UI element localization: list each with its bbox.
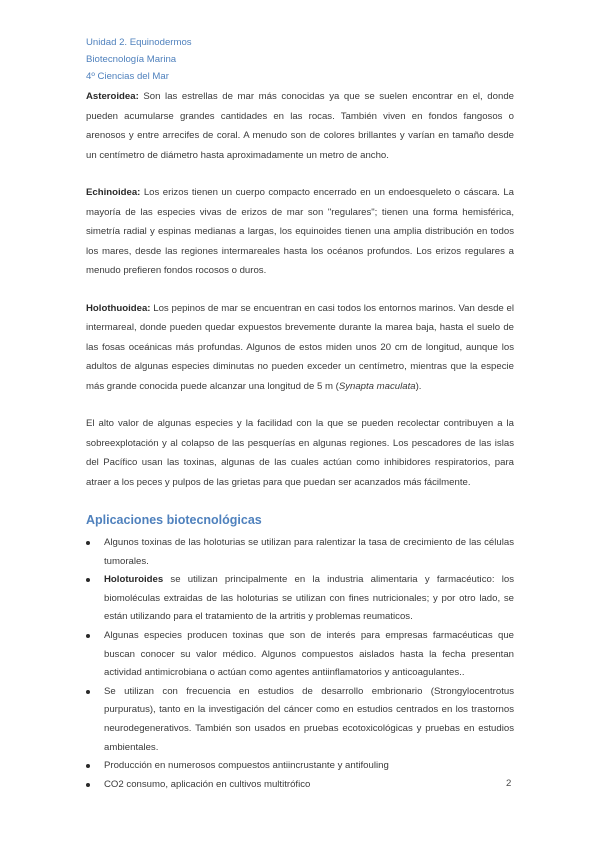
species-name: Synapta maculata xyxy=(338,380,416,392)
paragraph-overexploitation: El alto valor de algunas especies y la facilidad con la que se pueden recolectar contribuyen a la sobreexplotación y al colapso de las pesquerías en algunas regiones. Los pescadores de las islas del Pacífico usan las toxinas, algunas de las cuales actúan como inhibidores respiratorios, para atraer a los peces y pulpos de las grietas para que puedan ser acanzados más fácilmente. xyxy=(86,418,514,488)
list-item-text: Se utilizan con frecuencia en estudios de desarrollo embrionario (Strongylocentrotus purpuratus), tanto en la investigación del cáncer como en estudios centrados en los trastornos neurodegenerativos. También son usados en pruebas ecotoxicológicas y pruebas en estudios ambientales. xyxy=(104,685,514,753)
header-unit: Unidad 2. Equinodermos xyxy=(86,37,192,48)
header-subject: Biotecnología Marina xyxy=(86,54,177,65)
list-item xyxy=(86,683,514,757)
term-asteroidea: Asteroidea: xyxy=(86,91,139,102)
list-item-text: Algunas especies producen toxinas que son de interés para empresas farmacéuticas que buscan conocer su valor médico. Algunos compuestos aislados hasta la fecha presentan actividad antimicrobiana o actúan como agentes antiinflamatorios y anticoagulantes.. xyxy=(104,629,514,679)
text-holothuroidea-before: Los pepinos de mar se encuentran en casi todos los entornos marinos. Van desde el intermareal, donde pueden quedar expuestos brevemente durante la marea baja, hasta el suelo de las fosas oceánicas más profundas. Algunos de estos miden unos 20 cm de longitud, aunque los adultos de algunas especies diminutas no pueden exceder un centímetro, mientras que la especie más grande conocida puede alcanzar una longitud de 5 m ( xyxy=(86,302,514,392)
bullet-icon xyxy=(86,578,90,582)
paragraph-holothuroidea xyxy=(86,299,514,397)
term-holothuroidea: Holothuoidea: xyxy=(86,302,151,314)
paragraph-echinoidea xyxy=(86,183,514,281)
list-item-bold: Holoturoides xyxy=(104,574,164,586)
list-item xyxy=(86,776,514,795)
paragraph-asteroidea xyxy=(86,87,514,165)
list-item-text: Algunos toxinas de las holoturias se utilizan para ralentizar la tasa de crecimiento de las células tumorales. xyxy=(104,537,514,567)
list-item xyxy=(86,534,514,571)
text-echinoidea: Los erizos tienen un cuerpo compacto encerrado en un endoesqueleto o cáscara. La mayoría de las especies vivas de erizos de mar son "regulares"; tienen una forma hemisférica, simetría radial y espinas medianas a largas, los equinoides tienen una amplia distribución en todos los mares, desde las regiones intermareales hasta los océanos profundos. Los erizos regulares a menudo prefieren fondos rocosos o duros. xyxy=(86,187,514,276)
bullet-icon xyxy=(86,764,90,768)
page-content xyxy=(86,87,514,794)
list-item xyxy=(86,627,514,683)
page-header xyxy=(86,34,192,85)
bullet-icon xyxy=(86,690,90,694)
page-number: 2 xyxy=(506,778,512,789)
bullet-icon xyxy=(86,541,90,545)
header-course: 4º Ciencias del Mar xyxy=(86,71,169,82)
bullet-icon xyxy=(86,634,90,638)
list-item-text: CO2 consumo, aplicación en cultivos multitrófico xyxy=(104,778,311,790)
list-item-text: se utilizan principalmente en la industria alimentaria y farmacéutico: los biomoléculas extraidas de las holoturias se utilizan con fines nutricionales; y por otro lado, se están utilizando para el tratamiento de la artritis y problemas reumaticos. xyxy=(104,574,514,623)
text-asteroidea: Son las estrellas de mar más conocidas ya que se suelen encontrar en el, donde pueden acumularse grandes cantidades en las rocas. También viven en fondos fangosos o arenosos y entre arrecifes de coral. A menudo son de colores brillantes y varían en tamaño desde un centímetro de diámetro hasta aproximadamente un metro de ancho. xyxy=(86,91,514,161)
list-item xyxy=(86,757,514,776)
text-holothuroidea-after: ). xyxy=(415,380,422,392)
list-item xyxy=(86,571,514,627)
section-title-applications: Aplicaciones biotecnológicas xyxy=(86,513,262,527)
list-item-text: Producción en numerosos compuestos antiincrustante y antifouling xyxy=(104,760,389,772)
applications-list xyxy=(86,534,514,794)
bullet-icon xyxy=(86,783,90,787)
term-echinoidea: Echinoidea: xyxy=(86,187,141,198)
